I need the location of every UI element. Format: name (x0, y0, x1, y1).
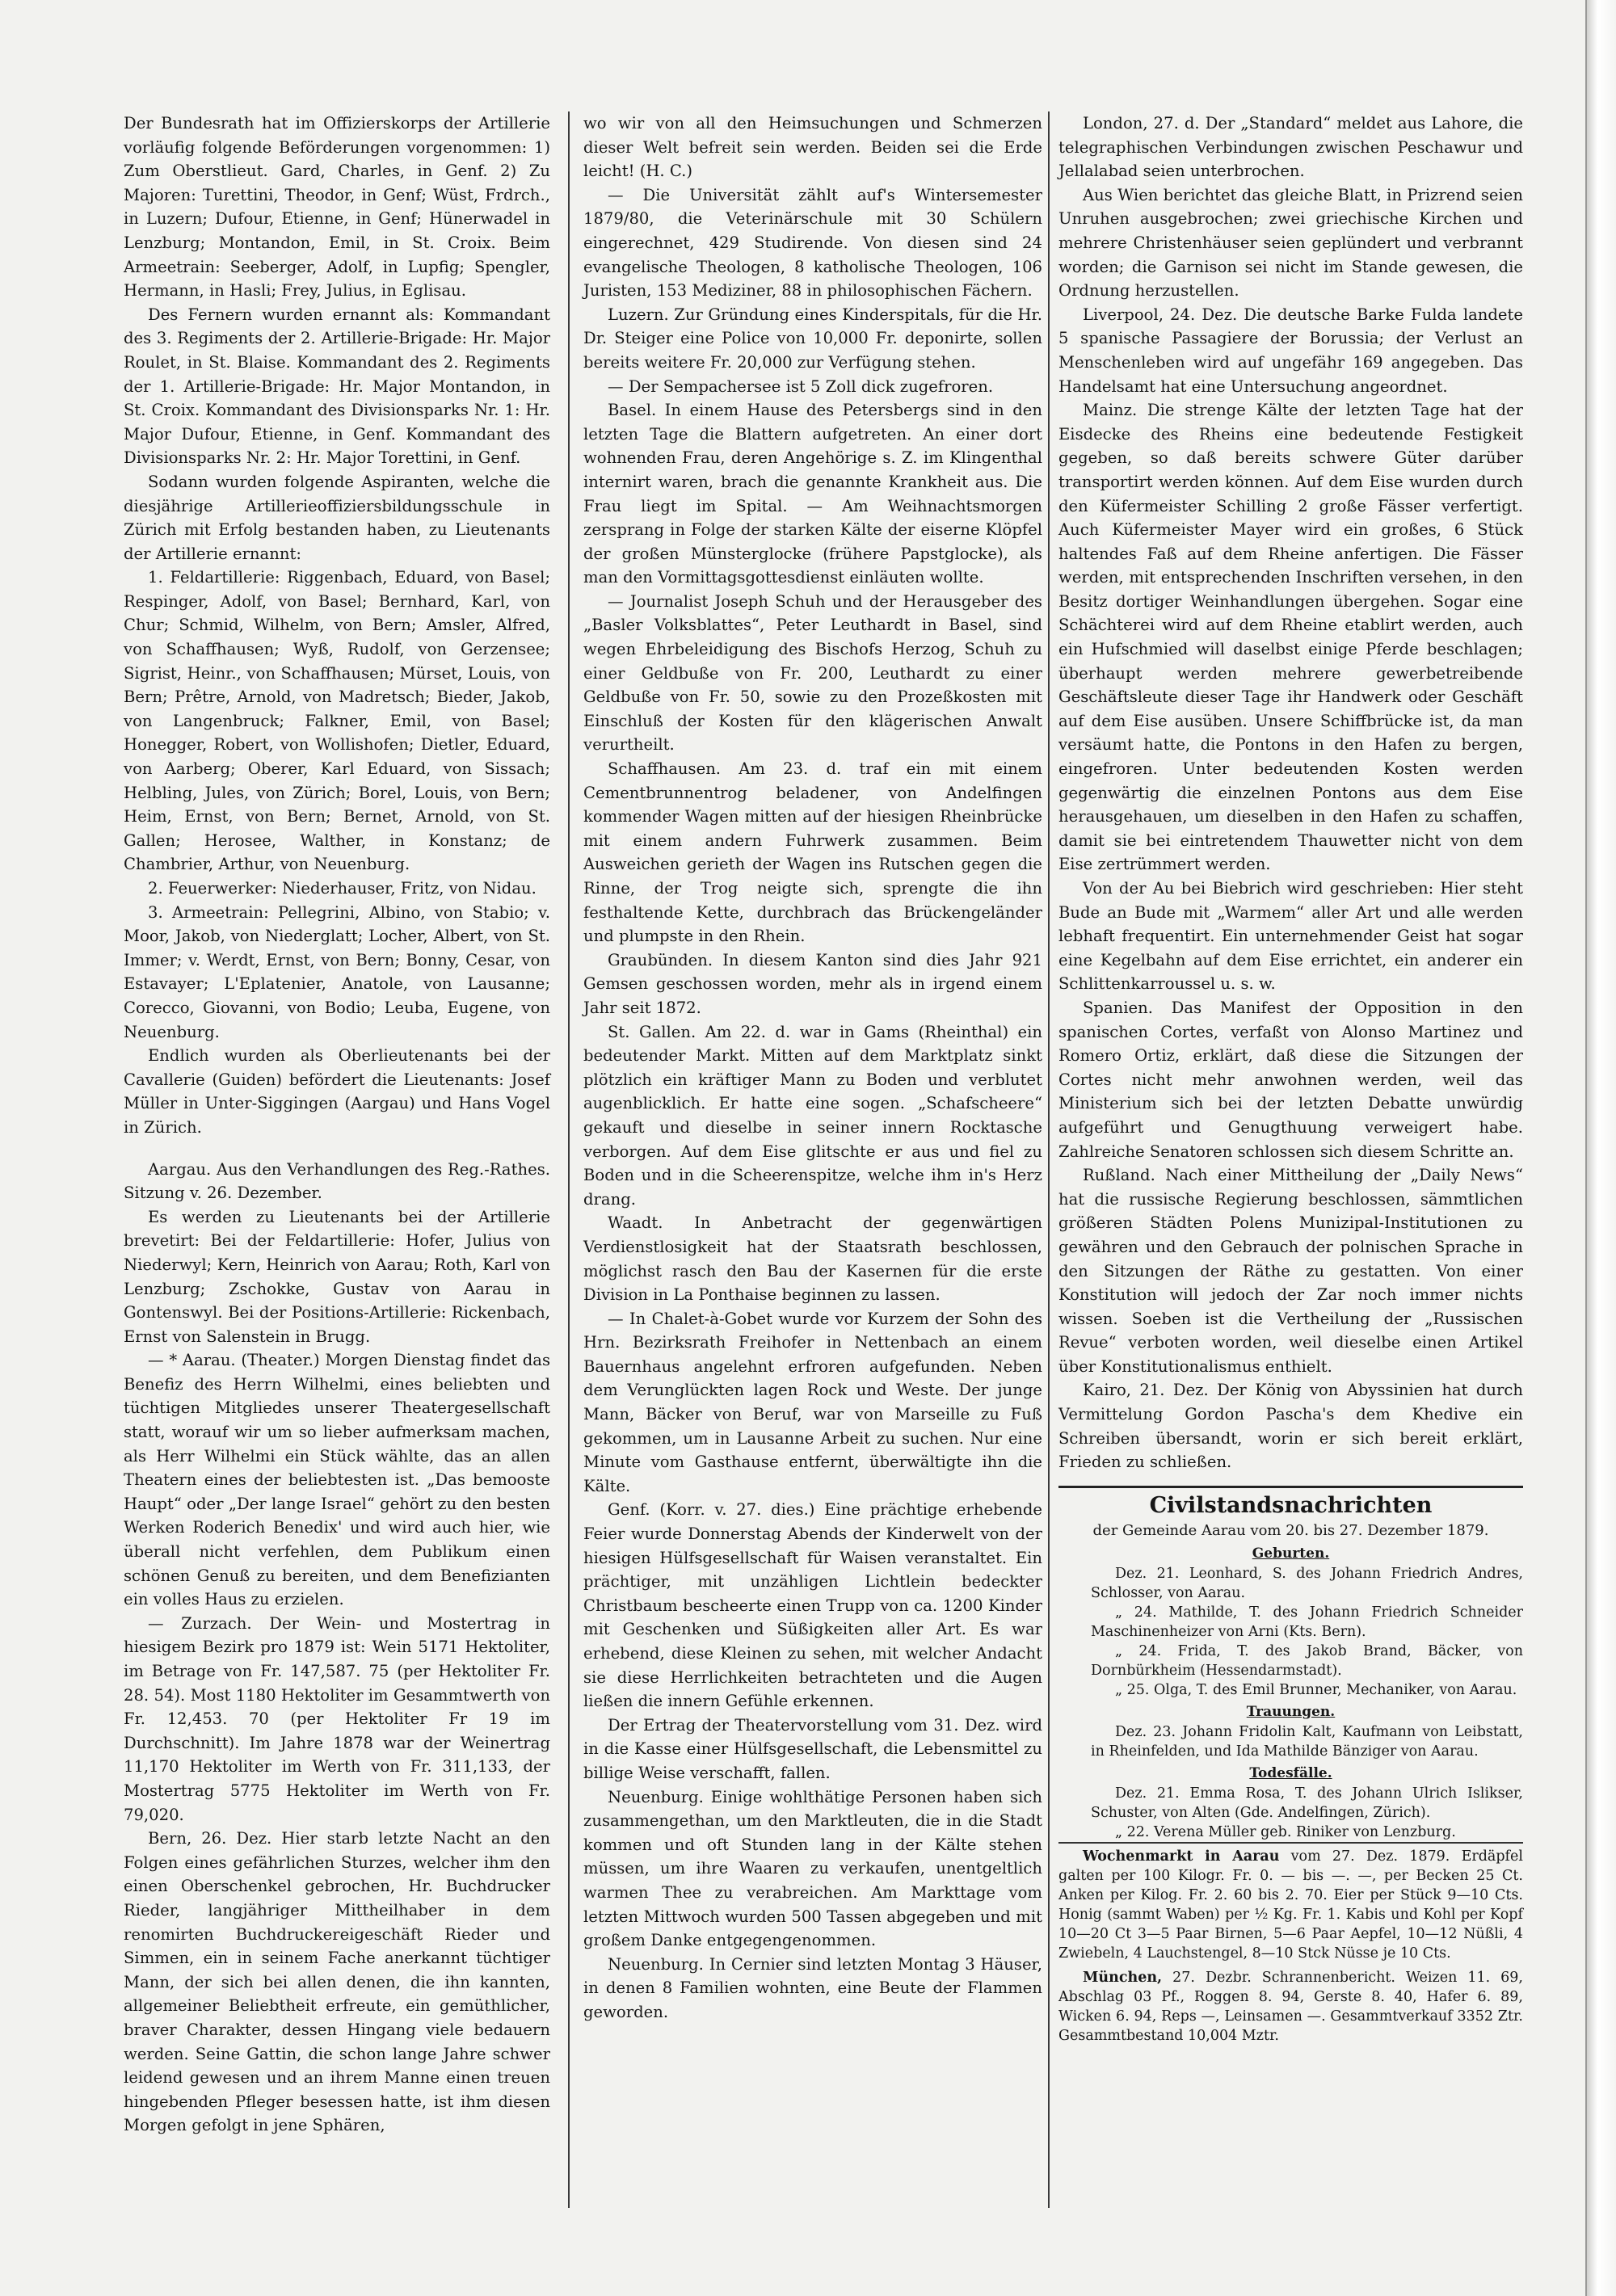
article-paragraph: Liverpool, 24. Dez. Die deutsche Barke Fulda landete 5 spanische Passagiere der Borussia; der Verlust an Menschenleben wird auf ungefähr 169 angegeben. Das Handelsamt hat eine Untersuchung angeordnet. (1058, 305, 1523, 396)
article-paragraph: Des Fernern wurden ernannt als: Kommandant des 3. Regiments der 2. Artillerie-Brigade: Hr. Major Roulet, in St. Blaise. Kommandant des 2. Regiments der 1. Artillerie-Brigade: Hr. Major Montandon, in St. Croix. Kommandant des Divisionsparks Nr. 1: Hr. Major Dufour, Etienne, in Genf. Kommandant des Divisionsparks Nr. 2: Hr. Major Torettini, in Genf. (124, 305, 550, 468)
article-paragraph: — Die Universität zählt auf's Wintersemester 1879/80, die Veterinärschule mit 30 Schülern eingerechnet, 429 Studirende. Von diesen sind 24 evangelische Theologen, 8 katholische Theologen, 106 Juristen, 153 Mediziner, 88 in philosophischen Fächern. (583, 185, 1042, 301)
death-entry: „ 22. Verena Müller geb. Riniker von Lenzburg. (1115, 1823, 1456, 1840)
article-paragraph: Genf. (Korr. v. 27. dies.) Eine prächtige erhebende Feier wurde Donnerstag Abends der Kinderwelt von der hiesigen Hülfsgesellschaft für Waisen veranstaltet. Ein prächtiger, mit unzähligen Lichtlein bedeckter Christbaum bescheerte einen Trupp von ca. 1200 Kinder mit Geschenken und Süßigkeiten aller Art. Es war erhebend, diese Kleinen zu sehen, mit welcher Andacht sie diese Herrlichkeiten betrachteten und die Augen ließen die innern Gefühle erkennen. (583, 1500, 1042, 1711)
marriage-entry: Dez. 23. Johann Fridolin Kalt, Kaufmann von Leibstatt, in Rheinfelden, und Ida Mathilde Bänziger von Aarau. (1091, 1723, 1523, 1760)
birth-entry: Dez. 21. Leonhard, S. des Johann Friedrich Andres, Schlosser, von Aarau. (1091, 1565, 1523, 1601)
article-paragraph: Aargau. Aus den Verhandlungen des Reg.-Rathes. Sitzung v. 26. Dezember. (124, 1159, 550, 1203)
article-paragraph: 1. Feldartillerie: Riggenbach, Eduard, von Basel; Respinger, Adolf, von Basel; Bernhard, Karl, von Chur; Schmid, Wilhelm, von Bern; Amsler, Alfred, von Schaffhausen; Wyß, Rudolf, von Gerzensee; Sigrist, Heinr., von Schaffhausen; Mürset, Louis, von Bern; Prêtre, Arnold, von Madretsch; Bieder, Jakob, von Langenbruck; Falkner, Emil, von Basel; Honegger, Robert, von Wollishofen; Dietler, Eduard, von Aarberg; Oberer, Karl Eduard, von Sissach; Helbling, Jules, von Zürich; Borel, Louis, von Bern; Heim, Ernst, von Bern; Bernet, Arnold, von St. Gallen; Herosee, Walther, in Konstanz; de Chambrier, Arthur, von Neuenburg. (124, 568, 550, 874)
article-paragraph: 2. Feuerwerker: Niederhauser, Fritz, von Nidau. (148, 879, 537, 898)
article-paragraph: — Journalist Joseph Schuh und der Herausgeber des „Basler Volksblattes“, Peter Leuthardt in Basel, sind wegen Ehrbeleidigung des Bischofs Herzog, Schuh zu einer Geldbuße von Fr. 200, Leuthardt zu einer Geldbuße von Fr. 50, sowie zu den Prozeßkosten mit Einschluß der Kosten für den klägerischen Anwalt verurtheilt. (583, 591, 1042, 755)
article-paragraph: Basel. In einem Hause des Petersbergs sind in den letzten Tage die Blattern aufgetreten. An einer dort wohnenden Frau, deren Angehörige s. Z. im Klingenthal internirt waren, brach die genannte Krankheit aus. Die Frau liegt im Spital. — Am Weihnachtsmorgen zersprang in Folge der starken Kälte der eiserne Klöpfel der großen Münsterglocke (frühere Papstglocke), als man den Vormittagsgottesdienst einläuten wollte. (583, 401, 1042, 587)
market-report-text: vom 27. Dez. 1879. Erdäpfel galten per 100 Kilogr. Fr. 0. — bis —. —, per Becken 25 Ct. Anken per Kilog. Fr. 2. 60 bis 2. 70. Eier per Stück 9—10 Cts. Honig (sammt Waben) per ½ Kg. Fr. 1. Kabis und Kohl per Kopf 10—20 Ct 3—5 Paar Birnen, 5—6 Paar Aepfel, 10—12 Nüßli, 4 Zwiebeln, 4 Lauchstengel, 8—10 Stck Nüsse je 10 Cts. (1058, 1848, 1523, 1962)
article-paragraph: Von der Au bei Biebrich wird geschrieben: Hier steht Bude an Bude mit „Warmem“ aller Art und alle werden lebhaft frequentirt. Ein unternehmender Geist hat sogar eine Kegelbahn auf dem Eise errichtet, ein anderer ein Schlittenkarroussel u. s. w. (1058, 879, 1523, 994)
article-paragraph: Aus Wien berichtet das gleiche Blatt, in Prizrend seien Unruhen ausgebrochen; zwei griechische Kirchen und mehrere Christenhäuser seien geplündert und verbrannt worden; die Garnison sei nicht im Stande gewesen, die Ordnung herzustellen. (1058, 185, 1523, 301)
article-paragraph: — Der Sempachersee ist 5 Zoll dick zugefroren. (608, 376, 994, 396)
article-paragraph: Neuenburg. Einige wohlthätige Personen haben sich zusammengethan, um den Marktleuten, die in die Stadt kommen und oft Stunden lang in der Kälte stehen müssen, um ihre Waaren zu verkaufen, unentgeltlich warmen Thee zu verabreichen. Am Markttage vom letzten Mittwoch wurden 500 Tassen abgegeben und mit großem Danke entgegengenommen. (583, 1787, 1042, 1950)
market-report (1058, 1842, 1523, 1963)
page-edge-line (1585, 0, 1587, 2296)
column-3 (1058, 111, 1523, 2046)
birth-entry: „ 24. Mathilde, T. des Johann Friedrich Schneider Maschinenheizer von Arni (Kts. Bern). (1091, 1604, 1523, 1640)
column-rule-1 (568, 111, 570, 2208)
birth-entry: „ 24. Frida, T. des Jakob Brand, Bäcker, von Dornbürkheim (Hessendarmstadt). (1091, 1642, 1523, 1679)
birth-entry: „ 25. Olga, T. des Emil Brunner, Mechaniker, von Aarau. (1115, 1681, 1517, 1698)
column-rule-2 (1048, 111, 1050, 2208)
article-paragraph: Schaffhausen. Am 23. d. traf ein mit einem Cementbrunnentrog beladener, von Andelfingen kommender Wagen mitten auf der hiesigen Rheinbrücke mit einem andern Fuhrwerk zusammen. Beim Ausweichen gerieth der Wagen ins Rutschen gegen die Rinne, der Trog neigte sich, sprengte die ihn festhaltende Kette, durchbrach das Brückengeländer und plumpste in den Rhein. (583, 759, 1042, 946)
article-paragraph: Es werden zu Lieutenants bei der Artillerie brevetirt: Bei der Feldartillerie: Hofer, Julius von Niederwyl; Kern, Heinrich von Aarau; Roth, Karl von Lenzburg; Zschokke, Gustav von Aarau in Gontenswyl. Bei der Positions-Artillerie: Rickenbach, Ernst von Salenstein in Brugg. (124, 1207, 550, 1346)
article-paragraph: Bern, 26. Dez. Hier starb letzte Nacht an den Folgen eines gefährlichen Sturzes, welcher ihm den einen Oberschenkel gebrochen, Hr. Buchdrucker Rieder, langjähriger Mittheilhaber in dem renomirten Buchdruckereigeschäft Rieder und Simmen, ein in seinem Fache anerkannt tüchtiger Mann, der sich bei allen denen, die ihn kannten, allgemeiner Beliebtheit erfreute, ein gemüthlicher, braver Charakter, dessen Hingang viele bedauern werden. Seine Gattin, die schon lange Jahre schwer leidend gewesen und an ihrem Manne einen treuen hingebenden Pfleger besessen hatte, ist ihm diesen Morgen gefolgt in jene Sphären, (124, 1829, 550, 2135)
death-entry: Dez. 21. Emma Rosa, T. des Johann Ulrich Islikser, Schuster, von Alten (Gde. Andelfingen, Zürich). (1091, 1785, 1523, 1821)
article-paragraph: Graubünden. In diesem Kanton sind dies Jahr 921 Gemsen geschossen worden, mehr als in irgend einem Jahr seit 1872. (583, 950, 1042, 1017)
civil-registry-subtitle: der Gemeinde Aarau vom 20. bis 27. Dezember 1879. (1092, 1521, 1489, 1539)
article-paragraph: St. Gallen. Am 22. d. war in Gams (Rheinthal) ein bedeutender Markt. Mitten auf dem Marktplatz sinkt plötzlich ein kräftiger Mann zu Boden und verblutet augenblicklich. Er hatte eine sogen. „Schafscheere“ gekauft und dieselbe in seiner innern Rocktasche verborgen. Auf dem Eise glitschte er aus und fiel zu Boden und in die Scheerenspitze, welche ihm in's Herz drang. (583, 1022, 1042, 1209)
market-report-title: Wochenmarkt in Aarau (1083, 1848, 1280, 1865)
article-paragraph: — Zurzach. Der Wein- und Mostertrag in hiesigem Bezirk pro 1879 ist: Wein 5171 Hektoliter, im Betrage von Fr. 147,587. 75 (per Hektoliter Fr. 28. 54). Most 1180 Hektoliter im Gesammtwerth von Fr. 12,453. 70 (per Hektoliter Fr 19 im Durchschnitt). Im Jahre 1878 war der Weinertrag 11,170 Hektoliter im Werth von Fr. 311,133, der Mostertrag 5775 Hektoliter im Werth von Fr. 79,020. (124, 1613, 550, 1824)
article-paragraph: Mainz. Die strenge Kälte der letzten Tage hat der Eisdecke des Rheins eine bedeutende Festigkeit gegeben, so daß bereits schwere Güter darüber transportirt werden können. Auf dem Eise wurden durch den Küfermeister Schilling 2 große Fässer verfertigt. Auch Küfermeister Mayer wird ein großes, 6 Stück haltendes Faß auf dem Rheine anfertigen. Die Fässer werden, mit entsprechenden Inschriften versehen, in den Besitz dortiger Weinhandlungen übergehen. Sogar eine Schächterei wird auf dem Rheine etablirt werden, auch ein Hufschmied will daselbst einige Pferde beschlagen; überhaupt werden mehrere gewerbetreibende Geschäftsleute dieser Tage ihr Handwerk oder Geschäft auf dem Eise ausüben. Unsere Schiffbrücke ist, da man versäumt hatte, die Pontons in den Hafen zu bergen, eingefroren. Unter bedeutenden Kosten werden gegenwärtig die einzelnen Pontons aus dem Eise herausgehauen, um dieselben in den Hafen zu schaffen, damit sie bei eintretendem Thauwetter nicht von dem Eise zertrümmert werden. (1058, 401, 1523, 874)
deaths-heading: Todesfälle. (1249, 1764, 1332, 1781)
article-paragraph: Waadt. In Anbetracht der gegenwärtigen Verdienstlosigkeit hat der Staatsrath beschlossen, möglichst rasch den Bau der Kasernen für die erste Division in La Ponthaise beginnen zu lassen. (583, 1213, 1042, 1305)
civil-registry-title: Civilstandsnachrichten (1058, 1486, 1523, 1520)
article-paragraph: Endlich wurden als Oberlieutenants bei der Cavallerie (Guiden) befördert die Lieutenants: Josef Müller in Unter-Siggingen (Aargau) und Hans Vogel in Zürich. (124, 1046, 550, 1137)
grain-report-title: München, (1083, 1969, 1163, 1986)
column-2 (583, 111, 1042, 2025)
article-paragraph: 3. Armeetrain: Pellegrini, Albino, von Stabio; v. Moor, Jakob, von Niederglatt; Locher, Albert, von St. Immer; v. Werdt, Ernst, von Bern; Bonny, Cesar, von Estavayer; L'Eplatenier, Anatole, von Lausanne; Corecco, Giovanni, von Bodio; Leuba, Eugene, von Neuenburg. (124, 902, 550, 1041)
births-heading: Geburten. (1252, 1545, 1330, 1562)
marriages-heading: Trauungen. (1246, 1703, 1336, 1720)
article-paragraph: — * Aarau. (Theater.) Morgen Dienstag findet das Benefiz des Herrn Wilhelmi, eines beliebten und tüchtigen Mitgliedes unserer Theatergesellschaft statt, worauf wir um so lieber aufmerksam machen, als Herr Wilhelmi ein Stück wählte, das an allen Theatern eines der beliebtesten ist. „Das bemooste Haupt“ oder „Der lange Israel“ gehört zu den besten Werken Roderich Benedix' und wird auch hier, wie überall nicht verfehlen, dem Publikum einen schönen Genuß zu bereiten, und dem Benefizianten ein volles Haus zu erzielen. (124, 1351, 550, 1609)
article-paragraph: Spanien. Das Manifest der Opposition in den spanischen Cortes, verfaßt von Alonso Martinez und Romero Ortiz, erklärt, daß diese die Sitzungen der Cortes nicht mehr anwohnen werden, weil das Ministerium sich bei der letzten Debatte unwürdig aufgeführt und Genugthuung verweigert habe. Zahlreiche Senatoren schlossen sich diesem Schritte an. (1058, 998, 1523, 1161)
page-edge (1585, 0, 1616, 2296)
article-paragraph: — In Chalet-à-Gobet wurde vor Kurzem der Sohn des Hrn. Bezirksrath Freihofer in Nettenbach an einem Bauernhaus angelehnt erfroren aufgefunden. Neben dem Verunglückten lagen Rock und Weste. Der junge Mann, Bäcker von Beruf, war von Marseille zu Fuß gekommen, um in Lausanne Arbeit zu suchen. Nur eine Minute vom Gasthause entfernt, überwältigte ihn die Kälte. (583, 1309, 1042, 1495)
article-paragraph: wo wir von all den Heimsuchungen und Schmerzen dieser Welt befreit sein werden. Beiden sei die Erde leicht! (H. C.) (583, 114, 1042, 181)
article-paragraph: Der Ertrag der Theatervorstellung vom 31. Dez. wird in die Kasse einer Hülfsgesellschaft, die Lebensmittel zu billige Weise verschafft, fallen. (583, 1715, 1042, 1782)
column-1 (124, 111, 550, 2138)
grain-report (1058, 1965, 1523, 2046)
article-paragraph: Luzern. Zur Gründung eines Kinderspitals, für die Hr. Dr. Steiger eine Police von 10,000 Fr. deponirte, sollen bereits weitere Fr. 20,000 zur Verfügung stehen. (583, 305, 1042, 372)
article-paragraph: Kairo, 21. Dez. Der König von Abyssinien hat durch Vermittelung Gordon Pascha's dem Khedive ein Schreiben übersandt, worin er sich bereit erklärt, Frieden zu schließen. (1058, 1381, 1523, 1472)
article-paragraph: Sodann wurden folgende Aspiranten, welche die diesjährige Artillerieoffiziersbildungsschule in Zürich mit Erfolg bestanden haben, zu Lieutenants der Artillerie ernannt: (124, 472, 550, 563)
article-paragraph: Neuenburg. In Cernier sind letzten Montag 3 Häuser, in denen 8 Familien wohnten, eine Beute der Flammen geworden. (583, 1954, 1042, 2021)
article-paragraph: Der Bundesrath hat im Offizierskorps der Artillerie vorläufig folgende Beförderungen vorgenommen: 1) Zum Oberstlieut. Gard, Charles, in Genf. 2) Zu Majoren: Turettini, Theodor, in Genf; Wüst, Frdrch., in Luzern; Dufour, Etienne, in Genf; Hünerwadel in Lenzburg; Montandon, Emil, in St. Croix. Beim Armeetrain: Seeberger, Adolf, in Lupfig; Spengler, Hermann, in Hasli; Frey, Julius, in Eglisau. (124, 114, 550, 301)
article-paragraph: London, 27. d. Der „Standard“ meldet aus Lahore, die telegraphischen Verbindungen zwischen Peschawur und Jellalabad seien unterbrochen. (1058, 114, 1523, 181)
article-paragraph: Rußland. Nach einer Mittheilung der „Daily News“ hat die russische Regierung beschlossen, sämmtlichen größeren Städten Polens Munizipal-Institutionen zu gewähren und den Gebrauch der polnischen Sprache in den Sitzungen der Räthe zu gestatten. Von einer Konstitution will jedoch der Zar noch immer nichts wissen. Soeben ist die Vertheilung der „Russischen Revue“ verboten worden, weil dieselbe einen Artikel über Konstitutionalismus enthielt. (1058, 1166, 1523, 1376)
grain-report-text: 27. Dezbr. Schrannenbericht. Weizen 11. 69, Abschlag 03 Pf., Roggen 8. 94, Gerste 8. 40, Hafer 6. 89, Wicken 6. 94, Reps —, Leinsamen —. Gesammtverkauf 3352 Ztr. Gesammtbestand 10,004 Mztr. (1058, 1969, 1523, 2044)
